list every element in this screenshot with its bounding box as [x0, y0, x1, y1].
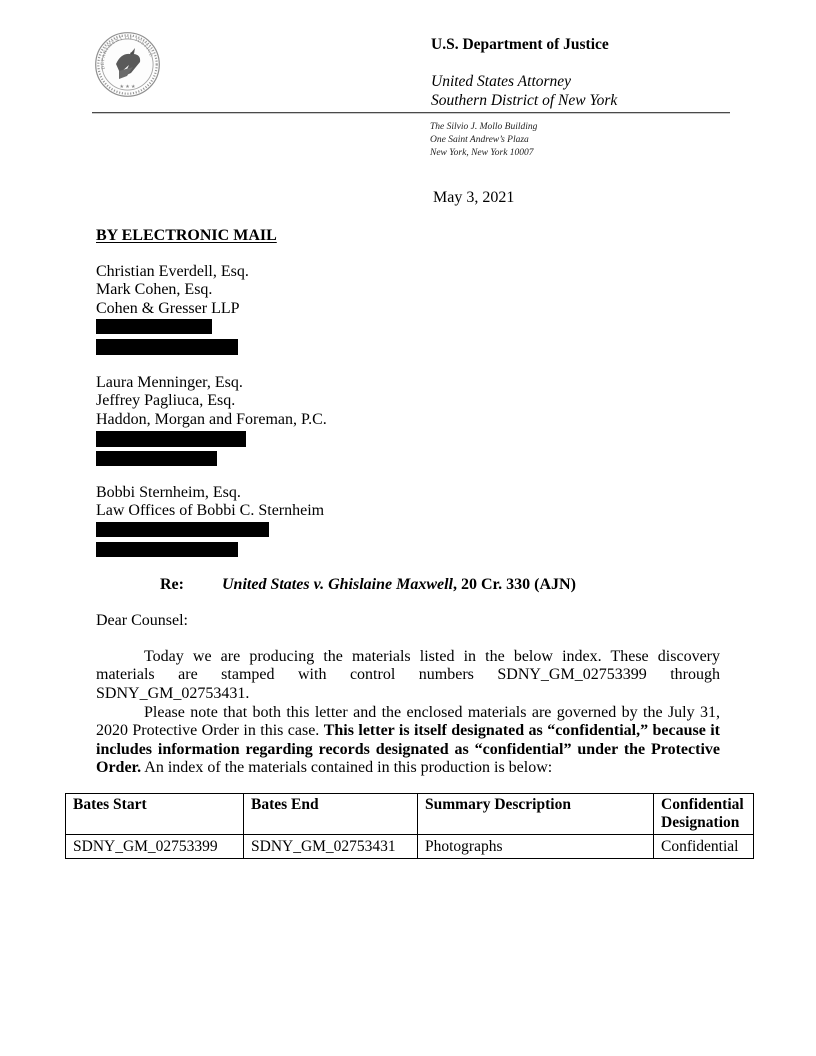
- re-label: Re:: [160, 576, 184, 593]
- recipient-block: [96, 374, 327, 466]
- paragraph-production: Today we are producing the materials listed in the below index. These discovery materials are stamped with control numbers SDNY_GM_02753399 through SDNY_GM_02753431.: [96, 648, 720, 702]
- agency-title: U.S. Department of Justice: [431, 36, 609, 53]
- address-line: New York, New York 10007: [430, 148, 534, 158]
- office-line: Southern District of New York: [431, 92, 618, 109]
- recipient-block: [96, 263, 249, 355]
- cell-summary-description: Photographs: [418, 835, 654, 859]
- delivery-method: BY ELECTRONIC MAIL: [96, 227, 277, 244]
- letterhead-divider: [92, 112, 730, 114]
- redaction-bar: [96, 451, 217, 466]
- case-name: United States v. Ghislaine Maxwell: [222, 576, 453, 593]
- redaction-bar: [96, 542, 238, 557]
- table-header-row: [66, 794, 754, 835]
- office-line: United States Attorney: [431, 73, 572, 90]
- paragraph-protective-order: [96, 704, 720, 778]
- recipient-line: Bobbi Sternheim, Esq.: [96, 484, 241, 501]
- paragraph-run: An index of the materials contained in this production is below:: [141, 759, 553, 777]
- recipient-line: Cohen & Gresser LLP: [96, 299, 240, 317]
- redaction-bar: [96, 431, 246, 447]
- paragraph-run: Please note that both this letter and the enclosed materials are governed by the July 31, 2020 Protective Order in this case.: [96, 704, 720, 740]
- recipient-line: Jeffrey Pagliuca, Esq.: [96, 392, 236, 410]
- col-header-bates-end: Bates End: [244, 794, 418, 835]
- redaction-bar: [96, 522, 269, 537]
- svg-text:DEPARTMENT OF JUSTICE: DEPARTMENT OF JUSTICE: [100, 36, 154, 70]
- table-row: [66, 835, 754, 859]
- redaction-bar: [96, 319, 212, 334]
- office-title: [431, 72, 617, 110]
- case-number: , 20 Cr. 330 (AJN): [452, 576, 576, 593]
- recipient-line: Haddon, Morgan and Foreman, P.C.: [96, 410, 327, 428]
- doj-seal-icon: [94, 31, 161, 98]
- re-line: [160, 576, 576, 594]
- cell-confidential-designation: Confidential: [654, 835, 754, 859]
- letter-date: May 3, 2021: [433, 189, 515, 206]
- address-line: One Saint Andrew’s Plaza: [430, 135, 529, 145]
- production-index-table: [65, 793, 754, 859]
- recipient-line: Mark Cohen, Esq.: [96, 281, 213, 299]
- svg-text:★ ★ ★: ★ ★ ★: [119, 85, 136, 90]
- col-header-bates-start: Bates Start: [66, 794, 244, 835]
- office-address: [430, 121, 537, 160]
- recipient-line: Laura Menninger, Esq.: [96, 374, 243, 391]
- recipient-line: Law Offices of Bobbi C. Sternheim: [96, 502, 325, 520]
- recipient-line: Christian Everdell, Esq.: [96, 263, 249, 280]
- salutation: Dear Counsel:: [96, 612, 188, 629]
- redaction-bar: [96, 339, 238, 355]
- address-line: The Silvio J. Mollo Building: [430, 122, 538, 132]
- col-header-confidential-designation: Confidential Designation: [654, 794, 754, 835]
- recipient-block: [96, 484, 324, 557]
- cell-bates-start: SDNY_GM_02753399: [66, 835, 244, 859]
- confidential-notice: This letter is itself designated as “confidential,” because it includes information regarding records designated as “confidential” under the Protective Order.: [96, 722, 720, 777]
- cell-bates-end: SDNY_GM_02753431: [244, 835, 418, 859]
- col-header-summary-description: Summary Description: [418, 794, 654, 835]
